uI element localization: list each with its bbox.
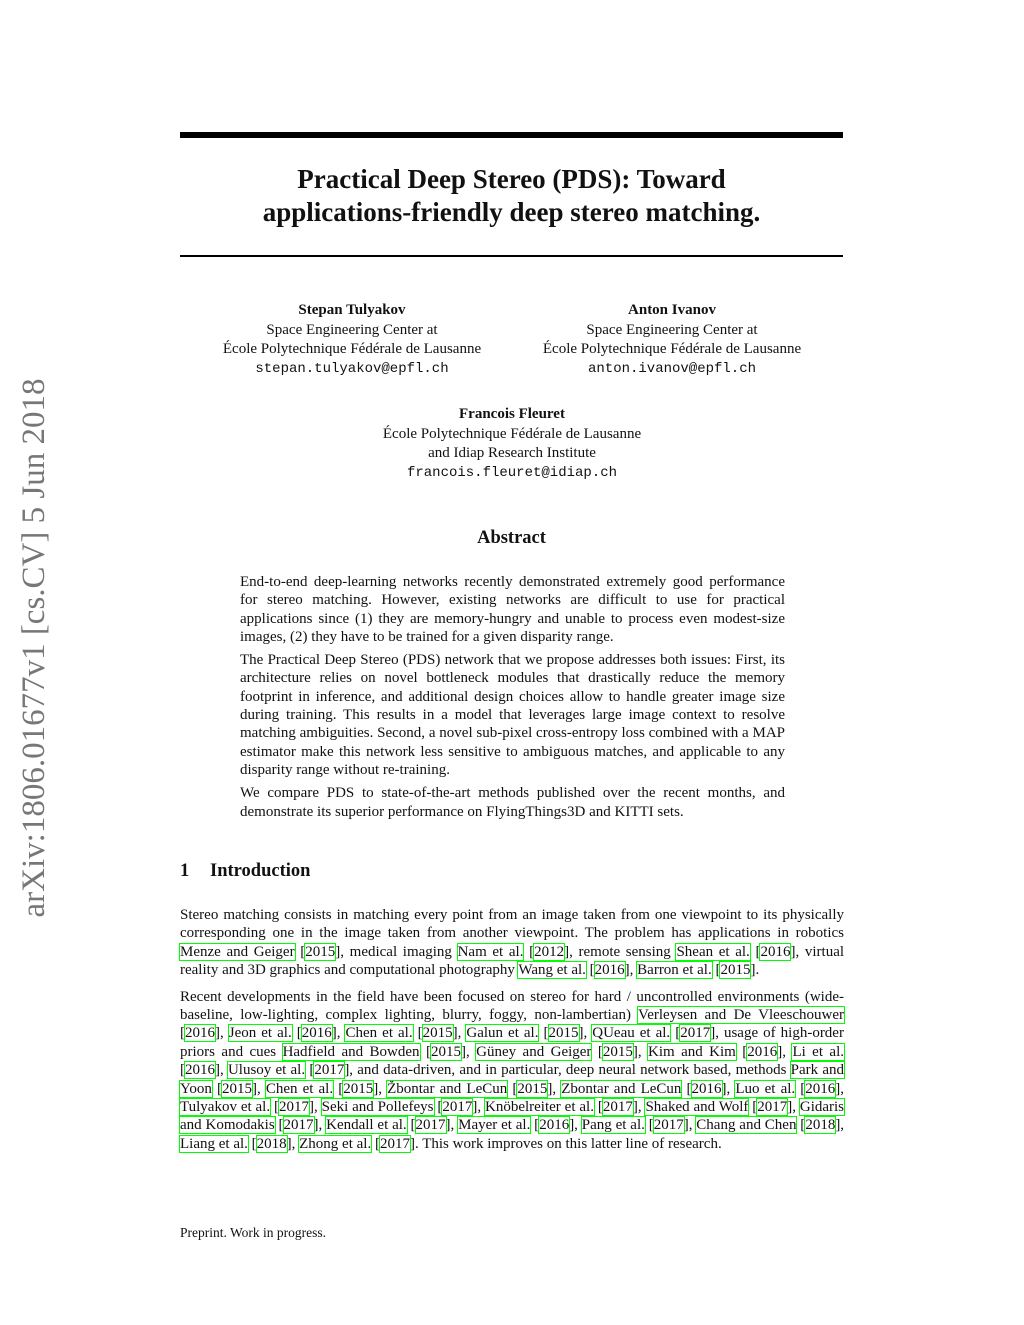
citation-link[interactable]: Nam et al.: [457, 943, 524, 960]
section-title: Introduction: [210, 861, 311, 881]
body-text: [: [585, 962, 595, 979]
citation-link[interactable]: Žbontar and LeCun: [387, 1080, 508, 1097]
title-line-2: applications-friendly deep stereo matching.: [262, 197, 761, 227]
body-text: ],: [777, 1043, 793, 1060]
body-text: [: [670, 1025, 681, 1042]
title-rule-top: [180, 132, 843, 138]
citation-link[interactable]: 2016: [185, 1025, 215, 1042]
body-text: [: [291, 1025, 302, 1042]
author-name: Stepan Tulyakov: [298, 302, 406, 318]
body-text: ],: [721, 1080, 736, 1097]
citation-link[interactable]: Hadfield and Bowden: [282, 1043, 420, 1060]
author-block-1: [180, 301, 524, 379]
citation-link[interactable]: 2016: [691, 1080, 722, 1097]
abstract-heading: Abstract: [477, 528, 546, 548]
citation-link[interactable]: 2015: [517, 1080, 548, 1097]
body-text: [: [530, 1117, 540, 1134]
body-text: ],: [632, 1099, 646, 1116]
citation-link[interactable]: Seki and Pollefeys: [321, 1099, 434, 1116]
author-name: Anton Ivanov: [628, 302, 716, 318]
body-text: [: [305, 1062, 315, 1079]
body-text: [: [795, 1080, 806, 1097]
body-text: [: [591, 1043, 603, 1060]
citation-link[interactable]: Park and Yoon: [180, 1062, 844, 1097]
citation-link[interactable]: 2012: [534, 943, 565, 960]
body-text: [: [711, 962, 721, 979]
body-text: ],: [308, 1099, 322, 1116]
body-text: [: [419, 1043, 431, 1060]
citation-link[interactable]: 2016: [594, 962, 625, 979]
abstract-paragraph: The Practical Deep Stereo (PDS) network that we propose addresses both issues: First, its architecture relies on novel bottleneck modules that drastically reduce the memory footprint in inference, and additional design choices allow to handle greater image size during training. This results in a model that leverages large image context to resolve matching ambiguities. Second, a novel sub-pixel cross-entropy loss combined with a MAP estimator make this network less sensitive to ambiguous matches, and applicable to any disparity range without re-training.: [240, 652, 785, 778]
title-rule-bottom: [180, 255, 843, 257]
body-text: Recent developments in the field have been focused on stereo for hard / uncontrolled environments (wide-baseline, low-lighting, complex lighting, blurry, foggy, non-lambertian): [180, 988, 844, 1024]
body-text: ],: [452, 1025, 467, 1042]
citation-link[interactable]: 2017: [442, 1099, 473, 1116]
citation-link[interactable]: 2015: [548, 1025, 579, 1042]
author-affiliation: École Polytechnique Fédérale de Lausanne: [382, 425, 642, 442]
body-text: ], remote sensing: [564, 943, 677, 960]
body-text: ],: [286, 1135, 300, 1152]
author-affiliation: École Polytechnique Fédérale de Lausanne: [542, 341, 802, 357]
citation-link[interactable]: 2017: [680, 1025, 711, 1042]
body-text: Stereo matching consists in matching every point from an image taken from one viewpoint to its physically corresponding one in the image taken from another viewpoint. The problem has applications in robotics: [180, 907, 844, 942]
author-name: Francois Fleuret: [459, 406, 565, 422]
body-text: [: [507, 1080, 518, 1097]
citation-link[interactable]: 2017: [602, 1099, 633, 1116]
citation-link[interactable]: 2017: [653, 1117, 684, 1134]
abstract-paragraph: We compare PDS to state-of-the-art methods published over the recent months, and demonstrate its superior performance on FlyingThings3D and KITTI sets.: [240, 785, 785, 820]
author-block-2: [500, 301, 844, 379]
body-text: [: [406, 1117, 416, 1134]
citation-link[interactable]: Menze and Geiger: [180, 943, 295, 960]
body-text: ],: [460, 1043, 477, 1060]
body-text: ].: [750, 962, 760, 979]
citation-link[interactable]: Wang et al.: [518, 962, 586, 979]
citation-link[interactable]: 2015: [430, 1043, 461, 1060]
citation-link[interactable]: 2018: [256, 1135, 287, 1152]
citation-link[interactable]: Barron et al.: [637, 962, 712, 979]
citation-link[interactable]: Verleysen and De Vleeschouwer: [638, 1007, 844, 1024]
citation-link[interactable]: Jeon et al.: [228, 1025, 292, 1042]
body-text: [: [681, 1080, 692, 1097]
body-text: ],: [373, 1080, 388, 1097]
body-text: [: [211, 1080, 222, 1097]
body-text: ],: [313, 1117, 327, 1134]
body-text: [: [748, 1099, 758, 1116]
citation-link[interactable]: Shean et al.: [676, 943, 750, 960]
body-text: [: [333, 1080, 344, 1097]
body-text: [: [796, 1117, 806, 1134]
author-affiliation: Space Engineering Center at: [586, 321, 758, 338]
title-line-1: Practical Deep Stereo (PDS): Toward: [297, 164, 726, 194]
citation-link[interactable]: 2016: [185, 1062, 215, 1079]
author-block-3: [300, 405, 724, 483]
author-email[interactable]: francois.fleuret@idiap.ch: [406, 464, 618, 481]
author-affiliation: and Idiap Research Institute: [428, 445, 596, 461]
citation-link[interactable]: 2016: [747, 1043, 778, 1060]
body-text: [: [270, 1099, 279, 1116]
citation-link[interactable]: 2015: [221, 1080, 252, 1097]
author-affiliation: École Polytechnique Fédérale de Lausanne: [222, 341, 482, 357]
body-text: ], virtual reality and 3D graphics and computational photography: [180, 943, 845, 979]
body-text: [: [412, 1025, 423, 1042]
citation-link[interactable]: 2016: [301, 1025, 332, 1042]
citation-link[interactable]: 2017: [757, 1099, 788, 1116]
body-text: ]. This work improves on this latter line of research.: [409, 1135, 722, 1152]
body-text: ],: [683, 1117, 697, 1134]
body-text: ],: [215, 1025, 229, 1042]
body-text: ],: [578, 1025, 593, 1042]
body-text: [: [247, 1135, 257, 1152]
citation-link[interactable]: 2016: [539, 1117, 570, 1134]
citation-link[interactable]: 2015: [343, 1080, 374, 1097]
body-text: [: [294, 943, 306, 960]
citation-link[interactable]: Knöbelreiter et al.: [485, 1099, 594, 1116]
body-text: ],: [632, 1043, 649, 1060]
citation-link[interactable]: Ulusoy et al.: [227, 1062, 306, 1079]
citation-link[interactable]: Chen et al.: [345, 1025, 413, 1042]
citation-link[interactable]: Luo et al.: [735, 1080, 796, 1097]
body-text: ],: [445, 1117, 459, 1134]
body-text: ],: [215, 1062, 228, 1079]
body-text: ],: [835, 1117, 845, 1134]
citation-link[interactable]: 2016: [805, 1080, 836, 1097]
body-text: [: [538, 1025, 549, 1042]
citation-link[interactable]: 2015: [720, 962, 751, 979]
body-text: ],: [331, 1025, 346, 1042]
author-affiliation: Space Engineering Center at: [266, 321, 438, 338]
body-text: ],: [624, 962, 638, 979]
citation-link[interactable]: Kendall et al.: [326, 1117, 407, 1134]
body-text: ],: [251, 1080, 266, 1097]
arxiv-side-stamp: arXiv:1806.01677v1 [cs.CV] 5 Jun 2018: [16, 378, 52, 918]
body-text: ],: [835, 1080, 845, 1097]
body-text: ],: [787, 1099, 800, 1116]
body-text: [: [735, 1043, 748, 1060]
footer-note: Preprint. Work in progress.: [180, 1225, 327, 1240]
intro-paragraph-1: [180, 906, 844, 980]
citation-link[interactable]: 2017: [283, 1117, 314, 1134]
citation-link[interactable]: 2017: [415, 1117, 446, 1134]
citation-link[interactable]: Pang et al.: [581, 1117, 645, 1134]
citation-link[interactable]: Mayer et al.: [458, 1117, 531, 1134]
body-text: ], and data-driven, and in particular, deep neural network based, methods: [344, 1062, 791, 1079]
citation-link[interactable]: 2018: [805, 1117, 836, 1134]
citation-link[interactable]: Zbontar and LeCun: [561, 1080, 682, 1097]
body-text: [: [180, 1062, 185, 1079]
body-text: [: [274, 1117, 284, 1134]
citation-link[interactable]: Güney and Geiger: [476, 1043, 592, 1060]
body-text: ], usage of high-order priors and cues: [180, 1025, 844, 1060]
citation-link[interactable]: 2017: [314, 1062, 345, 1079]
body-text: ],: [472, 1099, 485, 1116]
intro-paragraph-2: [180, 988, 844, 1154]
section-number: 1: [180, 861, 190, 881]
body-text: [: [749, 943, 761, 960]
citation-link[interactable]: Chen et al.: [265, 1080, 334, 1097]
body-text: ],: [569, 1117, 582, 1134]
citation-link[interactable]: Gidaris and Komodakis: [180, 1099, 845, 1134]
body-text: ],: [547, 1080, 562, 1097]
citation-link[interactable]: Shaked and Wolf: [645, 1099, 749, 1116]
abstract-body: [240, 573, 785, 826]
citation-link[interactable]: 2015: [422, 1025, 453, 1042]
citation-link[interactable]: Chang and Chen: [696, 1117, 797, 1134]
citation-link[interactable]: Li et al.: [792, 1043, 845, 1060]
abstract-paragraph: End-to-end deep-learning networks recently demonstrated extremely good performance for stereo matching. However, existing networks are difficult to use for practical applications since (1) they are memory-hungry and unable to process even modest-size images, (2) they have to be trained for a given disparity range.: [240, 574, 785, 645]
author-email[interactable]: anton.ivanov@epfl.ch: [587, 360, 757, 377]
citation-link[interactable]: 2017: [379, 1135, 410, 1152]
citation-link[interactable]: 2015: [602, 1043, 633, 1060]
citation-link[interactable]: Galun et al.: [466, 1025, 539, 1042]
citation-link[interactable]: QUeau et al.: [592, 1025, 671, 1042]
author-email[interactable]: stepan.tulyakov@epfl.ch: [255, 360, 449, 377]
intro-body: [180, 906, 844, 1161]
citation-link[interactable]: 2016: [760, 943, 791, 960]
body-text: [: [523, 943, 535, 960]
citation-link[interactable]: Tulyakov et al.: [180, 1099, 271, 1116]
body-text: ], medical imaging: [335, 943, 458, 960]
body-text: [: [180, 1025, 185, 1042]
paper-title: [180, 163, 843, 229]
body-text: [: [371, 1135, 380, 1152]
section-heading: [180, 861, 310, 882]
body-text: [: [644, 1117, 654, 1134]
citation-link[interactable]: Liang et al.: [180, 1135, 248, 1152]
citation-link[interactable]: 2017: [278, 1099, 309, 1116]
citation-link[interactable]: Zhong et al.: [299, 1135, 372, 1152]
body-text: [: [593, 1099, 603, 1116]
citation-link[interactable]: 2015: [305, 943, 336, 960]
citation-link[interactable]: Kim and Kim: [648, 1043, 736, 1060]
body-text: [: [433, 1099, 443, 1116]
